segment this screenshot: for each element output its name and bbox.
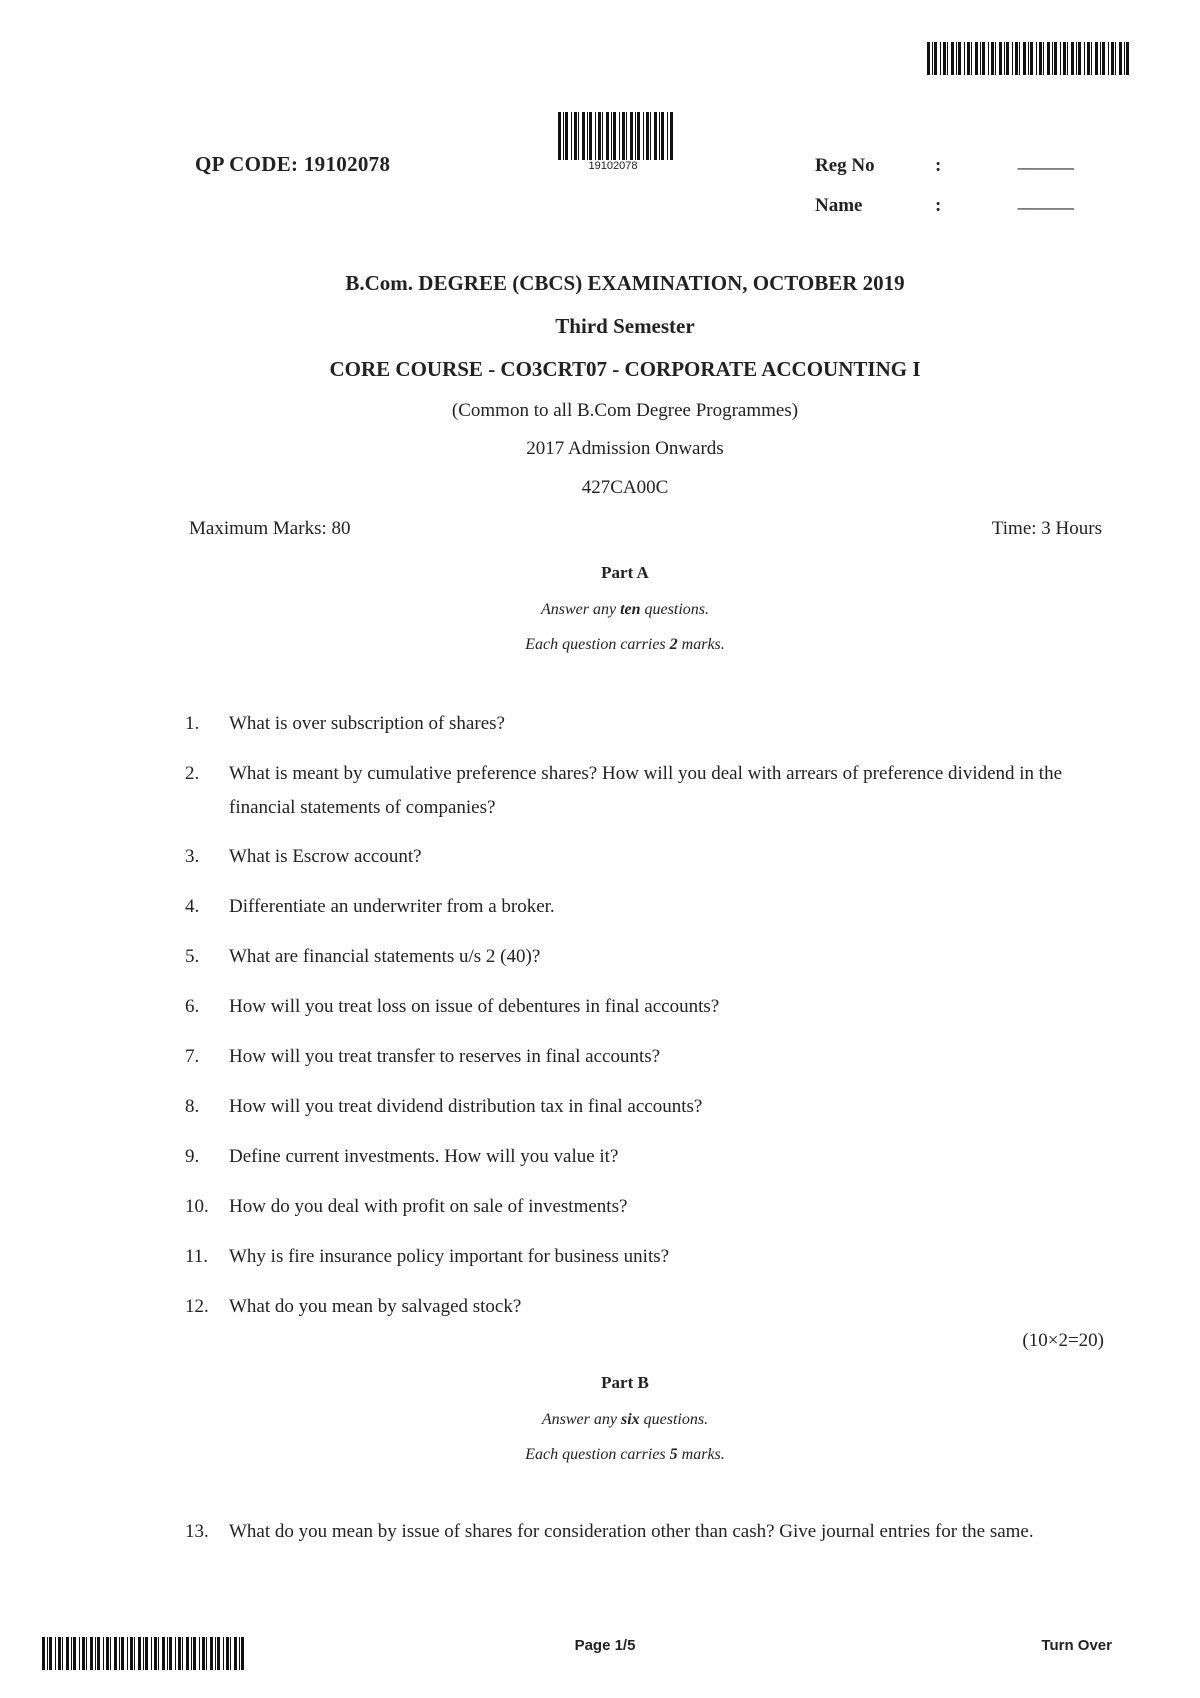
part-b-marks-note: Each question carries 5 marks. xyxy=(525,1446,725,1463)
question-number: 6. xyxy=(185,996,200,1017)
question-text: How do you deal with profit on sale of investments? xyxy=(229,1196,628,1217)
question-item xyxy=(185,707,1115,741)
exam-time: Time: 3 Hours xyxy=(991,518,1102,539)
barcode-bottom-left xyxy=(42,1637,244,1670)
question-item xyxy=(185,757,1115,825)
admission-note: 2017 Admission Onwards xyxy=(526,438,724,459)
question-item xyxy=(185,1190,1115,1224)
question-item xyxy=(185,1140,1115,1174)
part-a-marks-note: Each question carries 2 marks. xyxy=(525,636,725,653)
question-text: What is Escrow account? xyxy=(229,846,422,867)
question-text: How will you treat transfer to reserves in final accounts? xyxy=(229,1046,661,1067)
max-marks: Maximum Marks: 80 xyxy=(189,518,351,539)
course-title: CORE COURSE - CO3CRT07 - CORPORATE ACCOUNTING I xyxy=(329,357,921,381)
semester: Third Semester xyxy=(555,314,695,338)
name-value: ----------------- xyxy=(1017,200,1074,215)
part-a-title: Part A xyxy=(601,563,649,582)
part-b-instruction: Answer any six questions. xyxy=(541,1411,709,1428)
question-text: What is meant by cumulative preference shares? How will you deal with arrears of preference dividend in the financial statements of companies? xyxy=(229,763,1063,818)
question-item xyxy=(185,1240,1115,1274)
name-colon: : xyxy=(935,195,942,216)
barcode-center xyxy=(558,112,674,160)
question-number: 5. xyxy=(185,946,200,967)
question-item xyxy=(185,990,1115,1024)
question-text: What are financial statements u/s 2 (40)? xyxy=(229,946,541,967)
question-text: How will you treat loss on issue of debentures in final accounts? xyxy=(229,996,720,1017)
common-note: (Common to all B.Com Degree Programmes) xyxy=(451,400,799,421)
reg-no-colon: : xyxy=(935,155,942,176)
question-number: 7. xyxy=(185,1046,200,1067)
paper-code: 427CA00C xyxy=(581,477,669,498)
question-item xyxy=(185,940,1115,974)
question-number: 8. xyxy=(185,1096,200,1117)
page-number: Page 1/5 xyxy=(574,1637,636,1654)
question-number: 2. xyxy=(185,763,200,784)
reg-no-label: Reg No xyxy=(815,155,875,176)
part-a-score: (10×2=20) xyxy=(1022,1330,1104,1351)
question-text: Define current investments. How will you value it? xyxy=(229,1146,619,1167)
part-b-title: Part B xyxy=(601,1373,649,1392)
question-number: 3. xyxy=(185,846,200,867)
question-number: 12. xyxy=(185,1296,209,1317)
question-number: 10. xyxy=(185,1196,209,1217)
question-item xyxy=(185,840,1115,874)
question-item xyxy=(185,1040,1115,1074)
question-number: 11. xyxy=(185,1246,209,1267)
question-text: How will you treat dividend distribution tax in final accounts? xyxy=(229,1096,703,1117)
part-a-instruction: Answer any ten questions. xyxy=(540,601,709,618)
question-text: Why is fire insurance policy important for business units? xyxy=(229,1246,670,1267)
question-item xyxy=(185,1090,1115,1124)
question-number: 4. xyxy=(185,896,200,917)
question-item xyxy=(185,890,1115,924)
reg-no-value: ----------------- xyxy=(1017,160,1074,175)
qp-code: QP CODE: 19102078 xyxy=(195,152,391,176)
name-label: Name xyxy=(815,195,863,216)
question-item xyxy=(185,1515,1115,1549)
turn-over: Turn Over xyxy=(1041,1637,1112,1654)
exam-title: B.Com. DEGREE (CBCS) EXAMINATION, OCTOBER 2019 xyxy=(345,271,905,295)
barcode-top-right xyxy=(927,42,1129,75)
question-number: 1. xyxy=(185,713,200,734)
question-text: What is over subscription of shares? xyxy=(229,713,505,734)
question-item xyxy=(185,1290,1115,1324)
barcode-number: 19102078 xyxy=(588,160,638,172)
question-text: What do you mean by salvaged stock? xyxy=(229,1296,522,1317)
question-text: Differentiate an underwriter from a broker. xyxy=(229,896,555,917)
question-number: 13. xyxy=(185,1521,209,1542)
question-number: 9. xyxy=(185,1146,200,1167)
question-text: What do you mean by issue of shares for consideration other than cash? Give journal entries for the same. xyxy=(229,1521,1034,1542)
